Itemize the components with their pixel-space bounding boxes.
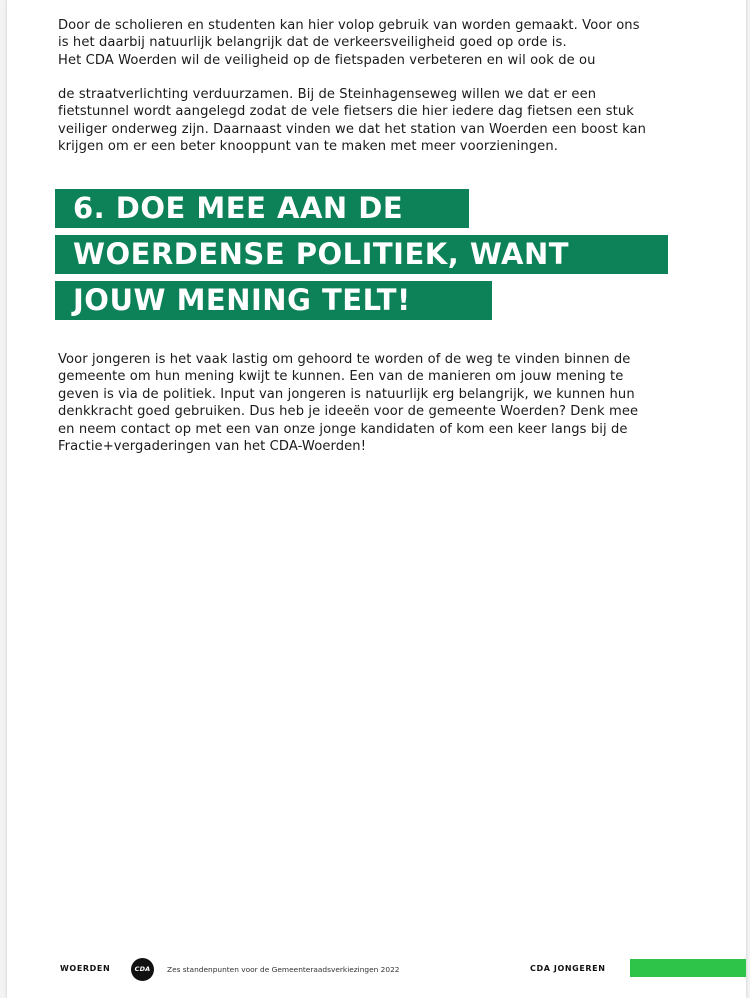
text-line: Voor jongeren is het vaak lastig om gehoord te worden of de weg te vinden binnen de: [58, 352, 631, 367]
text-line: en neem contact op met een van onze jonge kandidaten of kom een keer langs bij de: [58, 421, 628, 437]
text-line: fietstunnel wordt aangelegd zodat de vele fietsers die hier iedere dag fietsen een stuk: [58, 104, 634, 120]
text-line: Het CDA Woerden wil de veiligheid op de fietspaden verbeteren en wil ook de ou: [58, 52, 596, 68]
text-line: veiliger onderweg zijn. Daarnaast vinden we dat het station van Woerden een boost kan: [58, 121, 647, 137]
text-line: denkkracht goed gebruiken. Dus heb je ideeën voor de gemeente Woerden? Denk mee: [58, 404, 639, 420]
text-line: Fractie+vergaderingen van het CDA-Woerden!: [58, 439, 367, 455]
document-page: [7, 0, 746, 998]
text-line: geven is via de politiek. Input van jongeren is natuurlijk erg belangrijk, we kunnen hun: [58, 386, 635, 402]
text-line: de straatverlichting verduurzamen. Bij de Steinhagenseweg willen we dat er een: [58, 87, 597, 102]
text-line: gemeente om hun mening kwijt te kunnen. Een van de manieren om jouw mening te: [58, 369, 624, 385]
footer-cda-jongeren-label: CDA JONGEREN: [530, 964, 606, 973]
footer-subtitle: Zes standenpunten voor de Gemeenteraadsverkiezingen 2022: [167, 965, 400, 974]
cda-logo-icon: CDA: [131, 958, 154, 981]
heading-line: WOERDENSE POLITIEK, WANT: [55, 235, 668, 274]
heading-line: 6. DOE MEE AAN DE: [55, 189, 469, 228]
page-footer: [7, 955, 746, 985]
traffic-paragraph: [58, 86, 688, 156]
youth-paragraph: [58, 351, 688, 455]
footer-green-bar: [630, 959, 746, 977]
heading-line: JOUW MENING TELT!: [55, 281, 492, 320]
intro-paragraph: [58, 17, 688, 69]
text-line: is het daarbij natuurlijk belangrijk dat de verkeersveiligheid goed op orde is.: [58, 35, 567, 51]
footer-woerden-label: WOERDEN: [60, 964, 111, 973]
text-line: krijgen om er een beter knooppunt van te maken met meer voorzieningen.: [58, 139, 558, 155]
text-line: Door de scholieren en studenten kan hier volop gebruik van worden gemaakt. Voor ons: [58, 18, 640, 33]
